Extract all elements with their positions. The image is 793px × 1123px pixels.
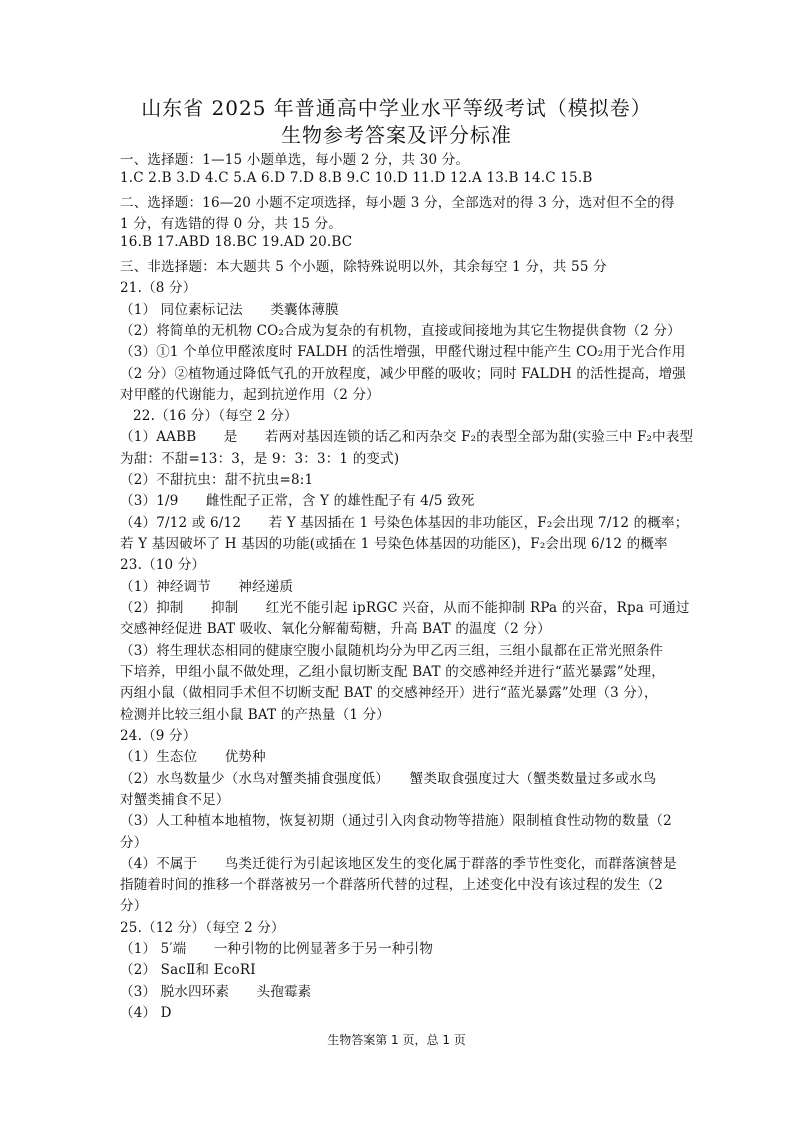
answer-line: （2） SacⅡ和 EcoRⅠ: [120, 962, 256, 978]
question-heading: 24.（9 分）: [120, 728, 197, 744]
section-3-heading: 三、非选择题：本大题共 5 个小题，除特殊说明以外，其余每空 1 分，共 55 分: [120, 259, 607, 275]
answer-line: （3）将生理状态相同的健康空腹小鼠随机均分为甲乙丙三组，三组小鼠都在正常光照条件: [120, 643, 664, 659]
answer-line: 指随着时间的推移一个群落被另一个群落所代替的过程，上述变化中没有该过程的发生（2: [120, 877, 664, 893]
answer-line: 1.C 2.B 3.D 4.C 5.A 6.D 7.D 8.B 9.C 10.D 11.D 12.A 13.B 14.C 15.B: [120, 170, 593, 186]
answer-line: 分）: [120, 835, 148, 851]
answer-line: （3）①1 个单位甲醛浓度时 FALDH 的活性增强，甲醛代谢过程中能产生 CO₂用于光合作用: [120, 344, 686, 360]
answer-line: （4）不属于 鸟类迁徙行为引起该地区发生的变化属于群落的季节性变化，而群落演替是: [120, 856, 677, 872]
answer-line: 为甜：不甜=13：3，是 9：3：3：1 的变式): [120, 451, 400, 467]
answer-line: （2 分）②植物通过降低气孔的开放程度，减少甲醛的吸收；同时 FALDH 的活性提高，增强: [120, 366, 686, 382]
section-1-heading: 一、选择题：1—15 小题单选，每小题 2 分，共 30 分。: [120, 152, 470, 168]
answer-line: （1） 同位素标记法 类囊体薄膜: [120, 302, 339, 318]
answer-line: （1）AABB 是 若两对基因连锁的话乙和丙杂交 F₂的表型全部为甜(实验三中 F₂中表型: [120, 429, 694, 445]
question-heading: 23.（10 分）: [120, 557, 206, 573]
answer-line: 对甲醛的代谢能力，起到抗逆作用（2 分）: [120, 387, 380, 403]
page-subtitle: 生物参考答案及评分标准: [281, 123, 512, 147]
answer-line: 丙组小鼠（做相同手术但不切断支配 BAT 的交感神经开）进行“蓝光暴露”处理（3 分），: [120, 685, 658, 701]
page-title: 山东省 2025 年普通高中学业水平等级考试（模拟卷）: [141, 96, 652, 120]
page-footer: 生物答案第 1 页，总 1 页: [327, 1033, 466, 1047]
answer-line: （1）神经调节 神经递质: [120, 579, 294, 595]
answer-line: （3） 脱水四环素 头孢霉素: [120, 984, 312, 1000]
answer-line: （1）生态位 优势种: [120, 749, 266, 765]
answer-line: （3）1/9 雌性配子正常，含 Y 的雄性配子有 4/5 致死: [120, 493, 475, 509]
answer-line: （2）不甜抗虫：甜不抗虫=8:1: [120, 472, 314, 488]
answer-line: 若 Y 基因破坏了 H 基因的功能(或插在 1 号染色体基因的功能区)，F₂会出现 6/12 的概率: [120, 536, 668, 552]
answer-line: （2）将简单的无机物 CO₂合成为复杂的有机物，直接或间接地为其它生物提供食物（2 分）: [120, 323, 681, 339]
answer-line: 对蟹类捕食不足）: [120, 792, 230, 808]
answer-line: 下培养，甲组小鼠不做处理，乙组小鼠切断支配 BAT 的交感神经并进行“蓝光暴露”处理，: [120, 664, 665, 680]
answer-line: 交感神经促进 BAT 吸收、氧化分解葡萄糖，升高 BAT 的温度（2 分）: [120, 621, 551, 637]
question-heading: 25.（12 分）（每空 2 分）: [120, 920, 285, 936]
answer-line: 分）: [120, 898, 148, 914]
answer-line: 检测并比较三组小鼠 BAT 的产热量（1 分）: [120, 707, 390, 723]
answer-line: （3）人工种植本地植物，恢复初期（通过引入肉食动物等措施）限制植食性动物的数量（2: [120, 813, 672, 829]
question-heading: 22.（16 分）（每空 2 分）: [133, 408, 298, 424]
section-2-heading: 二、选择题：16—20 小题不定项选择，每小题 3 分，全部选对的得 3 分，选对但不全的得: [120, 195, 675, 211]
answer-line: （2）抑制 抑制 红光不能引起 ipRGC 兴奋，从而不能抑制 RPa 的兴奋，Rpa 可通过: [120, 600, 690, 616]
answer-line: （1） 5′端 一种引物的比例显著多于另一种引物: [120, 941, 434, 957]
question-heading: 21.（8 分）: [120, 280, 197, 296]
answer-line: （4）7/12 或 6/12 若 Y 基因插在 1 号染色体基因的非功能区，F₂会出现 7/12 的概率；: [120, 515, 689, 531]
answer-line: （2）水鸟数量少（水鸟对蟹类捕食强度低） 蟹类取食强度过大（蟹类数量过多或水鸟: [120, 771, 657, 787]
answer-line: 16.B 17.ABD 18.BC 19.AD 20.BC: [120, 234, 353, 250]
answer-line: （4） D: [120, 1005, 172, 1021]
text-line: 1 分，有选错的得 0 分，共 15 分。: [120, 216, 343, 232]
